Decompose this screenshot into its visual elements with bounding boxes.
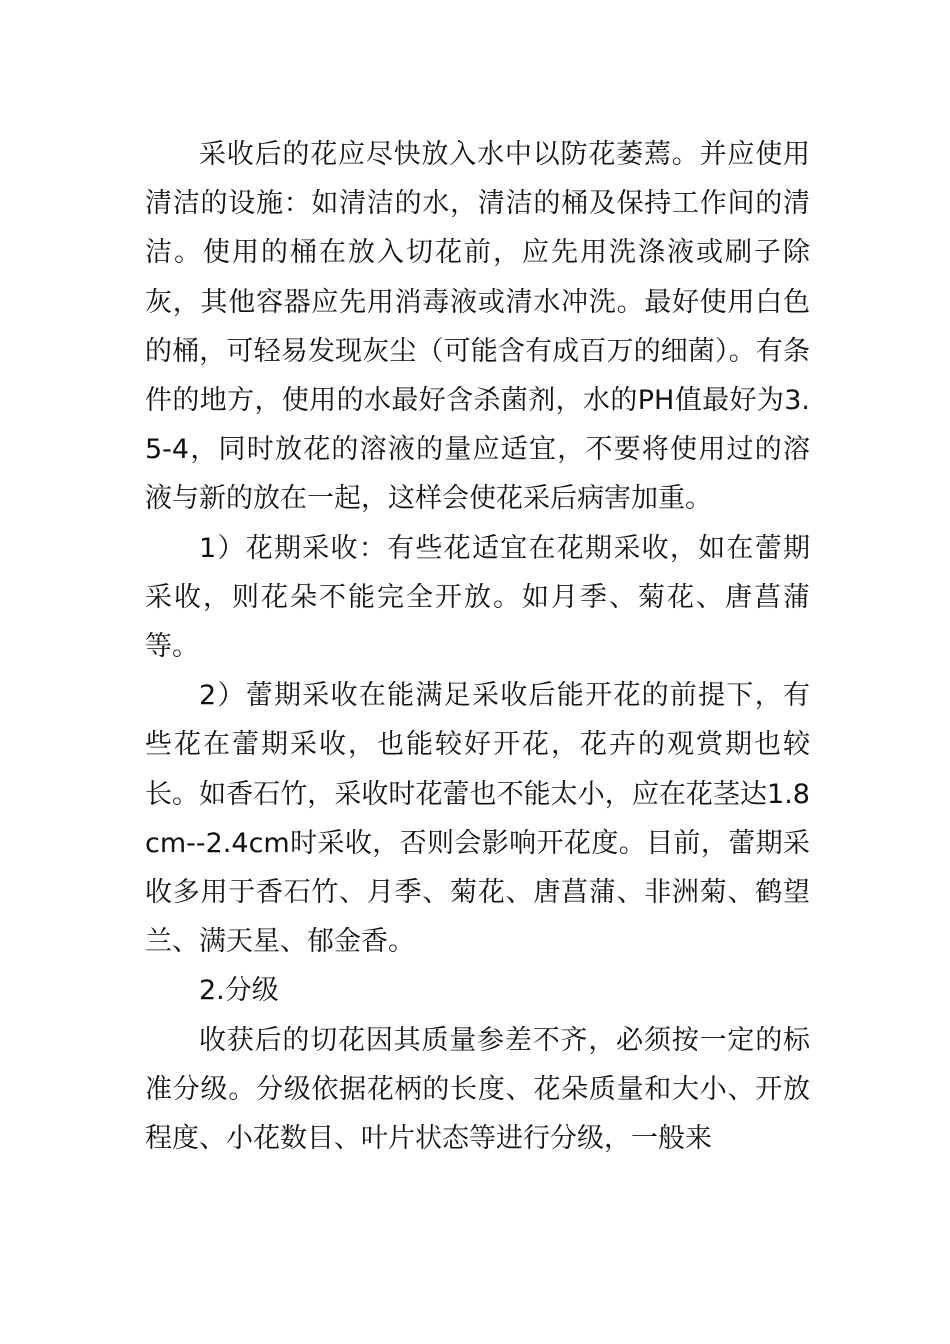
paragraph-storage-hygiene: 采收后的花应尽快放入水中以防花萎蔫。并应使用清洁的设施：如清洁的水，清洁的桶及保持工作间的清洁。使用的桶在放入切花前，应先用洗涤液或刷子除灰，其他容器应先用消毒液或清水冲洗。最好使用白色的桶，可轻易发现灰尘（可能含有成百万的细菌）。有条件的地方，使用的水最好含杀菌剂，水的PH值最好为3.5-4，同时放花的溶液的量应适宜，不要将使用过的溶液与新的放在一起，这样会使花采后病害加重。 bbox=[145, 139, 810, 515]
document-body bbox=[145, 130, 810, 1163]
paragraph-flowering-harvest: 1）花期采收：有些花适宜在花期采收，如在蕾期采收，则花朵不能完全开放。如月季、菊花、唐菖蒲等。 bbox=[145, 532, 810, 663]
section-heading-grading: 2.分级 bbox=[199, 975, 279, 1007]
paragraph-grading: 收获后的切花因其质量参差不齐，必须按一定的标准分级。分级依据花柄的长度、花朵质量和大小、开放程度、小花数目、叶片状态等进行分级，一般来 bbox=[145, 1024, 810, 1155]
paragraph-bud-harvest: 2）蕾期采收在能满足采收后能开花的前提下，有些花在蕾期采收，也能较好开花，花卉的观赏期也较长。如香石竹，采收时花蕾也不能太小，应在花茎达1.8cm--2.4cm时采收，否则会影响开花度。目前，蕾期采收多用于香石竹、月季、菊花、唐菖蒲、非洲菊、鹤望兰、满天星、郁金香。 bbox=[145, 680, 810, 958]
